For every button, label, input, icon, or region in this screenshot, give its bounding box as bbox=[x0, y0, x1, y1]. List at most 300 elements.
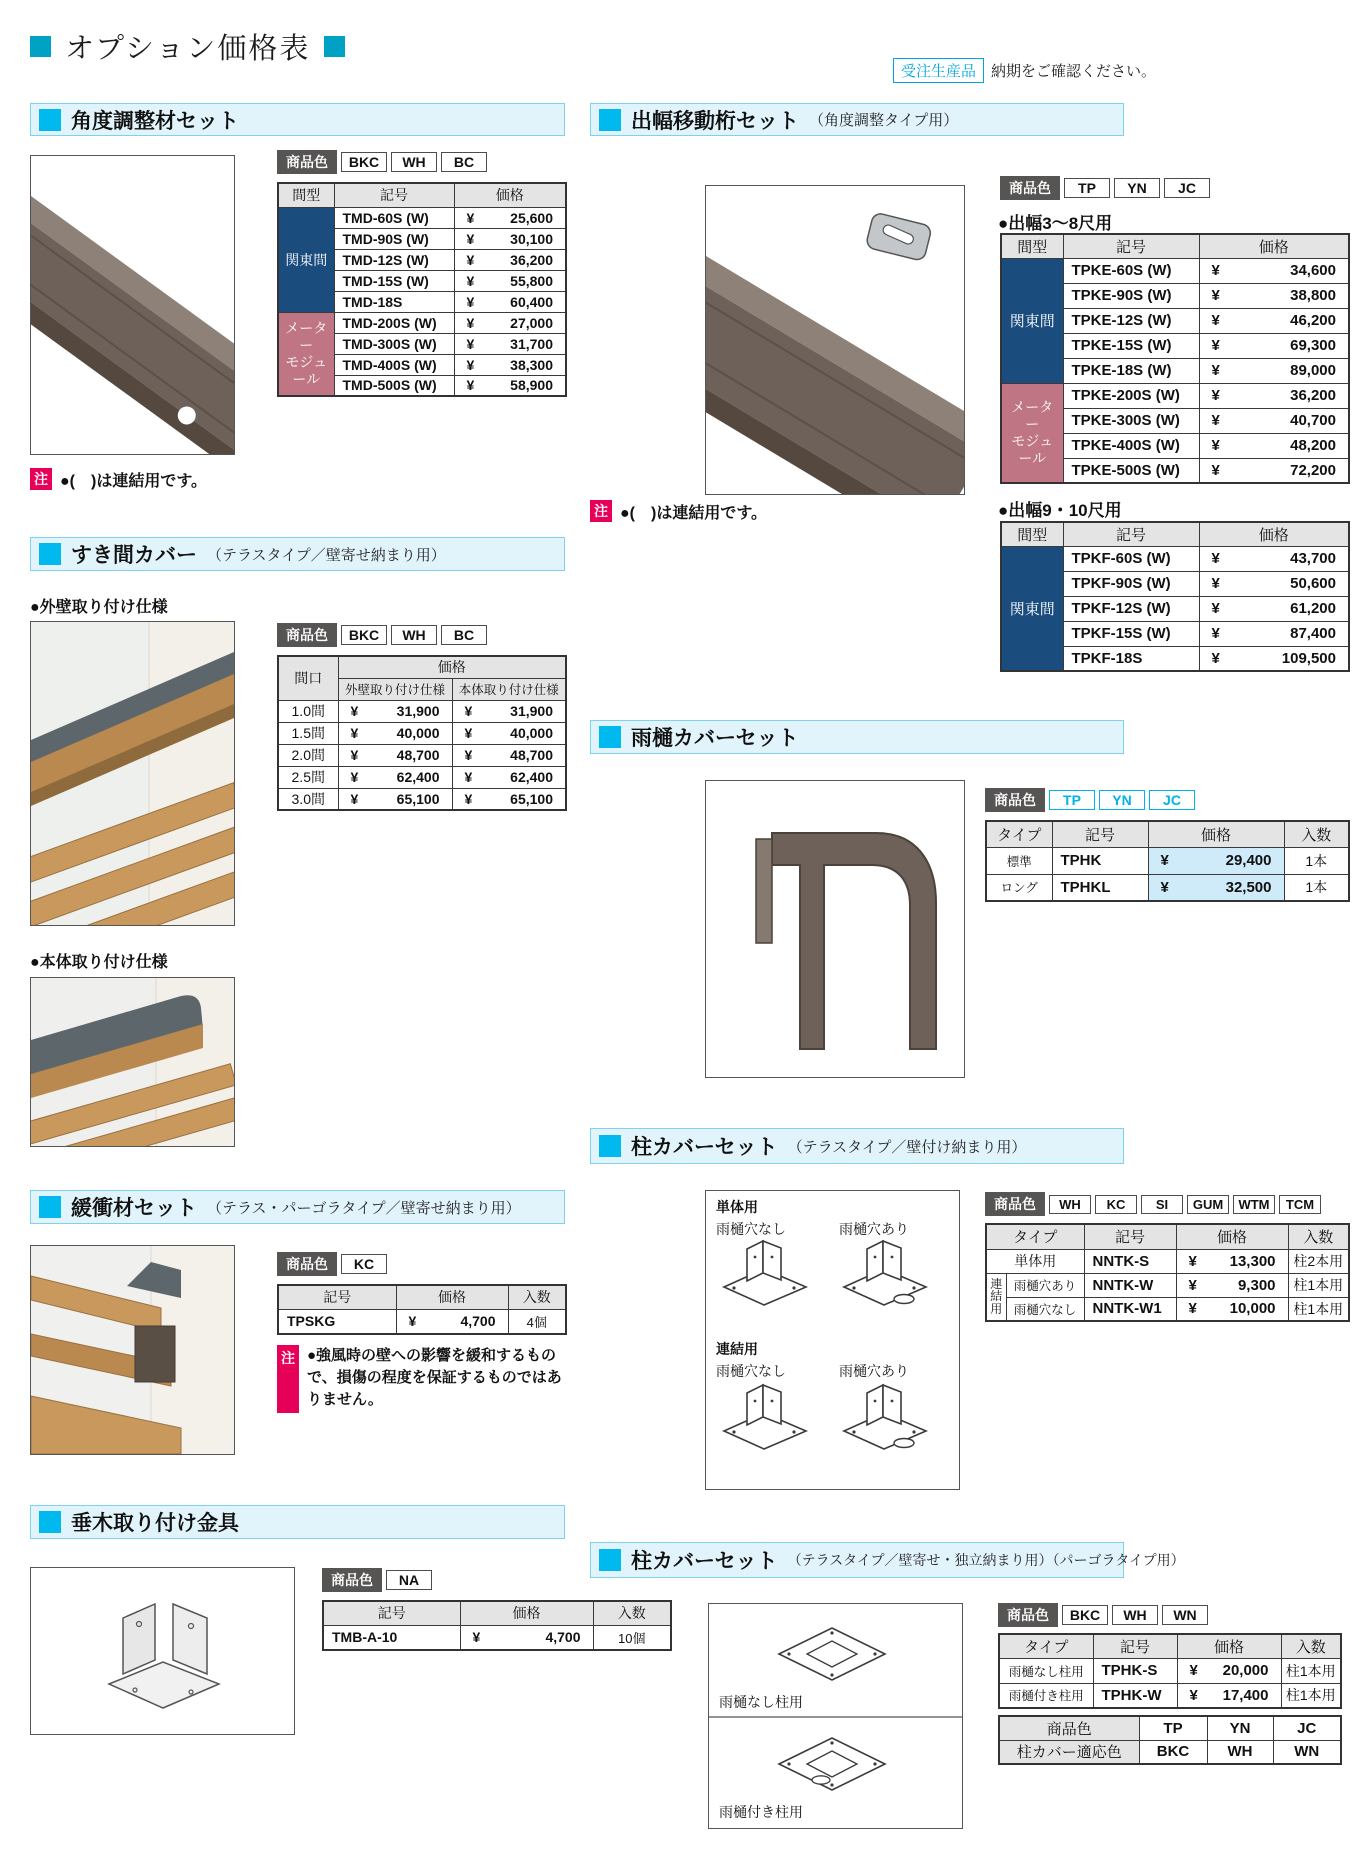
price-value: 10,000 bbox=[1229, 1300, 1276, 1318]
diagram-label: 雨樋なし柱用 bbox=[719, 1694, 803, 1710]
girder-illustration bbox=[706, 186, 964, 494]
table-row bbox=[986, 1297, 1349, 1321]
group-cell: 連結用 bbox=[986, 1273, 1006, 1321]
subtable-label: ●出幅3〜8尺用 bbox=[998, 214, 1113, 233]
span-cell: 2.5間 bbox=[278, 766, 338, 788]
price-cell bbox=[338, 788, 452, 810]
price-value: 48,700 bbox=[510, 747, 553, 763]
table-header-row bbox=[986, 1224, 1349, 1249]
note bbox=[30, 468, 207, 491]
clip-part bbox=[865, 212, 932, 261]
product-color-label: 商品色 bbox=[1000, 176, 1060, 200]
section-amadoi bbox=[590, 720, 1354, 1100]
section-title: 垂木取り付け金具 bbox=[71, 1512, 239, 1535]
qty-cell: 柱1本用 bbox=[1281, 1658, 1341, 1683]
type-cell: 雨樋穴あり bbox=[1006, 1273, 1084, 1297]
diagram-label: 雨樋穴なし bbox=[716, 1221, 786, 1237]
group-cell bbox=[1001, 383, 1063, 483]
color-cell: JC bbox=[1273, 1716, 1341, 1740]
section-subtitle: （角度調整タイプ用） bbox=[809, 112, 959, 129]
price-value: 40,000 bbox=[510, 725, 553, 741]
table-row bbox=[278, 788, 566, 810]
product-color-label: 商品色 bbox=[277, 150, 337, 174]
table-row bbox=[278, 312, 566, 333]
row-header: 柱カバー適応色 bbox=[999, 1740, 1139, 1764]
section-header bbox=[590, 1128, 1124, 1164]
yen-sign: ¥ bbox=[1189, 1662, 1198, 1679]
price-value: 50,600 bbox=[1290, 575, 1336, 592]
price-cell bbox=[1199, 571, 1349, 596]
price-cell bbox=[1199, 646, 1349, 671]
price-cell bbox=[1199, 258, 1349, 283]
note-text: ●強風時の壁への影響を緩和するもので、損傷の程度を保証するものではありません。 bbox=[307, 1347, 562, 1408]
product-colors bbox=[277, 1252, 387, 1276]
color-tag: GUM bbox=[1187, 1195, 1229, 1214]
col-header: 価格 bbox=[1148, 821, 1284, 847]
table-row bbox=[986, 847, 1349, 874]
price-table bbox=[277, 655, 567, 811]
col-header: 記号 bbox=[1063, 522, 1199, 546]
price-cell bbox=[1199, 358, 1349, 383]
section-hashira-dokuritsu bbox=[590, 1542, 1354, 1872]
section-kakudo bbox=[30, 103, 565, 503]
table-header-row bbox=[1001, 234, 1349, 258]
yen-sign: ¥ bbox=[350, 725, 359, 741]
col-header: 価格 bbox=[1177, 1634, 1281, 1658]
subtable-label: ●出幅9・10尺用 bbox=[998, 501, 1122, 520]
yen-sign: ¥ bbox=[464, 769, 473, 785]
price-value: 25,600 bbox=[510, 209, 553, 226]
yen-sign: ¥ bbox=[1188, 1300, 1197, 1318]
symbol-cell: TPKE-200S (W) bbox=[1063, 383, 1199, 408]
section-header bbox=[590, 720, 1124, 754]
color-tag: BC bbox=[441, 625, 487, 645]
qty-cell: 柱1本用 bbox=[1288, 1297, 1349, 1321]
col-header: 記号 bbox=[1093, 1634, 1177, 1658]
section-title: 緩衝材セット bbox=[71, 1197, 197, 1220]
color-tag: BKC bbox=[341, 152, 387, 172]
gutter-cover-illustration bbox=[706, 781, 964, 1077]
symbol-cell: TPHK bbox=[1052, 847, 1148, 874]
fitting-illustration bbox=[31, 1568, 294, 1734]
group-cell: 関東間 bbox=[1001, 546, 1063, 671]
yen-sign: ¥ bbox=[466, 272, 475, 289]
col-header: 入数 bbox=[1284, 821, 1349, 847]
qty-cell: 柱1本用 bbox=[1288, 1273, 1349, 1297]
yen-sign: ¥ bbox=[350, 703, 359, 719]
span-cell: 1.5間 bbox=[278, 722, 338, 744]
qty-cell: 4個 bbox=[508, 1309, 566, 1334]
table-row bbox=[1001, 546, 1349, 571]
price-cell bbox=[1199, 433, 1349, 458]
body-mount-photo bbox=[31, 978, 234, 1146]
yen-sign: ¥ bbox=[466, 209, 475, 226]
price-table-3to8 bbox=[1000, 233, 1350, 484]
section-marker-icon bbox=[39, 1196, 61, 1218]
symbol-cell: TPHK-W bbox=[1093, 1683, 1177, 1708]
diagram-brackets bbox=[705, 1190, 960, 1490]
symbol-cell: TMD-60S (W) bbox=[334, 207, 454, 228]
color-tag: BC bbox=[441, 152, 487, 172]
price-value: 69,300 bbox=[1290, 337, 1336, 354]
price-value: 62,400 bbox=[510, 769, 553, 785]
color-tag: NA bbox=[386, 1570, 432, 1590]
price-value: 65,100 bbox=[396, 790, 440, 807]
col-header: 価格 bbox=[460, 1601, 593, 1625]
product-color-label: 商品色 bbox=[277, 623, 337, 647]
color-cell: WH bbox=[1207, 1740, 1273, 1764]
price-cell bbox=[1199, 308, 1349, 333]
symbol-cell: TPKF-12S (W) bbox=[1063, 596, 1199, 621]
price-value: 13,300 bbox=[1229, 1252, 1276, 1270]
symbol-cell: TPKE-300S (W) bbox=[1063, 408, 1199, 433]
table-row bbox=[278, 1309, 566, 1334]
price-cell bbox=[454, 312, 566, 333]
section-marker-icon bbox=[599, 1135, 621, 1157]
qty-cell: 柱2本用 bbox=[1288, 1249, 1349, 1273]
yen-sign: ¥ bbox=[1211, 262, 1220, 279]
price-cell bbox=[452, 766, 566, 788]
yen-sign: ¥ bbox=[1211, 461, 1220, 479]
yen-sign: ¥ bbox=[1160, 852, 1169, 869]
photo-body-mount bbox=[30, 977, 235, 1147]
qty-cell: 柱1本用 bbox=[1281, 1683, 1341, 1708]
product-image-girder bbox=[705, 185, 965, 495]
col-header: 価格 bbox=[1199, 234, 1349, 258]
price-value: 109,500 bbox=[1281, 649, 1336, 667]
price-value: 20,000 bbox=[1222, 1662, 1269, 1679]
symbol-cell: TPKE-18S (W) bbox=[1063, 358, 1199, 383]
symbol-cell: NNTK-W1 bbox=[1084, 1297, 1176, 1321]
product-colors bbox=[277, 150, 487, 174]
price-cell bbox=[1199, 596, 1349, 621]
col-header: 入数 bbox=[1288, 1224, 1349, 1249]
yen-sign: ¥ bbox=[1188, 1252, 1197, 1270]
price-cell bbox=[452, 788, 566, 810]
product-colors bbox=[322, 1568, 432, 1592]
table-header-row bbox=[986, 821, 1349, 847]
price-value: 9,300 bbox=[1237, 1276, 1276, 1294]
span-cell: 1.0間 bbox=[278, 700, 338, 722]
yen-sign: ¥ bbox=[1211, 362, 1220, 379]
section-header bbox=[590, 103, 1124, 136]
price-value: 17,400 bbox=[1222, 1686, 1269, 1704]
section-subtitle: （テラスタイプ／壁寄せ納まり用） bbox=[207, 546, 446, 564]
section-hashira-kabetsuke bbox=[590, 1128, 1354, 1508]
product-color-label: 商品色 bbox=[322, 1568, 382, 1592]
symbol-cell: TMD-400S (W) bbox=[334, 354, 454, 375]
color-cell: WN bbox=[1273, 1740, 1341, 1764]
title-square-icon bbox=[30, 36, 51, 57]
col-header: 価格 bbox=[454, 183, 566, 207]
color-tag: SI bbox=[1141, 1195, 1183, 1214]
price-cell bbox=[1148, 847, 1284, 874]
price-value: 30,100 bbox=[510, 230, 553, 247]
yen-sign: ¥ bbox=[1211, 437, 1220, 454]
col-header: 間型 bbox=[278, 183, 334, 207]
price-value: 43,700 bbox=[1290, 550, 1336, 567]
photo-wall-mount bbox=[30, 621, 235, 926]
price-value: 27,000 bbox=[510, 314, 553, 331]
price-value: 38,300 bbox=[510, 356, 553, 373]
color-tag: WH bbox=[1049, 1195, 1091, 1214]
symbol-cell: TMD-15S (W) bbox=[334, 270, 454, 291]
product-image-gutter-cover bbox=[705, 780, 965, 1078]
col-header: 間口 bbox=[278, 656, 338, 700]
color-tag: WH bbox=[1112, 1605, 1158, 1625]
product-image-beam bbox=[30, 155, 235, 455]
yen-sign: ¥ bbox=[1188, 1276, 1197, 1294]
yen-sign: ¥ bbox=[466, 230, 475, 247]
price-table bbox=[985, 820, 1350, 902]
buffer-photo bbox=[31, 1246, 234, 1454]
color-tag: YN bbox=[1114, 178, 1160, 198]
table-row bbox=[999, 1658, 1341, 1683]
section-kansho bbox=[30, 1190, 565, 1470]
price-value: 32,500 bbox=[1225, 878, 1272, 896]
col-header: 記号 bbox=[334, 183, 454, 207]
table-row bbox=[278, 722, 566, 744]
section-subtitle: （テラスタイプ／壁寄せ・独立納まり用）（パーゴラタイプ用） bbox=[787, 1552, 1185, 1568]
price-cell bbox=[452, 700, 566, 722]
group-cell: 関東間 bbox=[278, 207, 334, 312]
col-header: 本体取り付け仕様 bbox=[452, 678, 566, 700]
col-header: 記号 bbox=[1052, 821, 1148, 847]
price-value: 36,200 bbox=[510, 251, 553, 268]
yen-sign: ¥ bbox=[472, 1629, 481, 1646]
photo-buffer bbox=[30, 1245, 235, 1455]
group-cell: 関東間 bbox=[1001, 258, 1063, 383]
price-value: 40,000 bbox=[396, 725, 440, 741]
color-cell: YN bbox=[1207, 1716, 1273, 1740]
yen-sign: ¥ bbox=[464, 725, 473, 741]
price-value: 38,800 bbox=[1290, 287, 1336, 304]
product-colors bbox=[985, 1192, 1321, 1216]
table-row bbox=[999, 1683, 1341, 1708]
section-title: 柱カバーセット bbox=[631, 1136, 778, 1159]
yen-sign: ¥ bbox=[350, 769, 359, 785]
price-cell bbox=[1177, 1658, 1281, 1683]
price-value: 34,600 bbox=[1290, 262, 1336, 279]
page-title: オプション価格表 bbox=[65, 33, 311, 65]
section-taruki bbox=[30, 1505, 670, 1765]
group-line: モジュール bbox=[1011, 432, 1054, 466]
price-cell bbox=[460, 1625, 593, 1650]
color-cell: BKC bbox=[1139, 1740, 1207, 1764]
yen-sign: ¥ bbox=[1160, 878, 1169, 896]
yen-sign: ¥ bbox=[466, 314, 475, 331]
price-cell bbox=[1199, 283, 1349, 308]
color-tag: WTM bbox=[1233, 1195, 1275, 1214]
yen-sign: ¥ bbox=[1211, 649, 1220, 667]
product-color-label: 商品色 bbox=[277, 1252, 337, 1276]
table-row bbox=[986, 1249, 1349, 1273]
price-cell bbox=[338, 722, 452, 744]
table-row bbox=[986, 1273, 1349, 1297]
section-header bbox=[30, 103, 565, 136]
price-value: 4,700 bbox=[460, 1313, 496, 1330]
col-header: タイプ bbox=[986, 1224, 1084, 1249]
price-table-9to10 bbox=[1000, 521, 1350, 672]
section-header bbox=[30, 537, 565, 571]
col-header: 記号 bbox=[323, 1601, 460, 1625]
note-text: ●( )は連結用です。 bbox=[60, 473, 208, 490]
color-tag: TP bbox=[1049, 790, 1095, 810]
price-value: 46,200 bbox=[1290, 312, 1336, 329]
section-title: 出幅移動桁セット bbox=[631, 109, 799, 133]
section-title: すき間カバー bbox=[71, 544, 197, 567]
price-value: 89,000 bbox=[1290, 362, 1336, 379]
beam-illustration bbox=[31, 156, 234, 454]
price-value: 61,200 bbox=[1290, 600, 1336, 617]
table-row bbox=[986, 874, 1349, 901]
color-tag: YN bbox=[1099, 790, 1145, 810]
qty-cell: 1本 bbox=[1284, 874, 1349, 901]
price-cell bbox=[1176, 1297, 1288, 1321]
yen-sign: ¥ bbox=[350, 790, 359, 807]
section-marker-icon bbox=[39, 109, 61, 131]
table-row bbox=[278, 744, 566, 766]
price-cell bbox=[338, 766, 452, 788]
section-marker-icon bbox=[39, 543, 61, 565]
row-header: 商品色 bbox=[999, 1716, 1139, 1740]
section-header bbox=[30, 1505, 565, 1539]
table-header-row bbox=[999, 1634, 1341, 1658]
yen-sign: ¥ bbox=[464, 790, 473, 807]
type-cell: 標準 bbox=[986, 847, 1052, 874]
col-header: 入数 bbox=[508, 1285, 566, 1309]
price-value: 55,800 bbox=[510, 272, 553, 289]
yen-sign: ¥ bbox=[1211, 337, 1220, 354]
price-cell bbox=[1176, 1273, 1288, 1297]
price-value: 87,400 bbox=[1290, 625, 1336, 642]
price-cell bbox=[454, 375, 566, 396]
diagram-fitting bbox=[30, 1567, 295, 1735]
price-cell bbox=[1199, 383, 1349, 408]
diagram-label: 雨樋穴あり bbox=[839, 1363, 909, 1379]
diagram-plates bbox=[708, 1603, 963, 1829]
order-note-row bbox=[893, 58, 1156, 83]
price-value: 72,200 bbox=[1290, 461, 1336, 479]
diagram-label: 単体用 bbox=[716, 1199, 758, 1215]
section-marker-icon bbox=[39, 1511, 61, 1533]
price-cell bbox=[1199, 621, 1349, 646]
price-cell bbox=[454, 249, 566, 270]
price-value: 48,700 bbox=[396, 747, 440, 763]
span-cell: 2.0間 bbox=[278, 744, 338, 766]
note-badge: 注 bbox=[277, 1345, 299, 1413]
table-header-row bbox=[278, 656, 566, 678]
yen-sign: ¥ bbox=[1189, 1686, 1198, 1704]
col-header: 間型 bbox=[1001, 522, 1063, 546]
symbol-cell: NNTK-S bbox=[1084, 1249, 1176, 1273]
product-color-label: 商品色 bbox=[985, 788, 1045, 812]
section-header bbox=[590, 1542, 1185, 1578]
price-cell bbox=[338, 744, 452, 766]
yen-sign: ¥ bbox=[464, 703, 473, 719]
col-header: 入数 bbox=[1281, 1634, 1341, 1658]
symbol-cell: TMD-12S (W) bbox=[334, 249, 454, 270]
product-colors bbox=[277, 623, 487, 647]
price-cell bbox=[454, 291, 566, 312]
col-header: 外壁取り付け仕様 bbox=[338, 678, 452, 700]
price-cell bbox=[1148, 874, 1284, 901]
note-badge: 注 bbox=[590, 500, 612, 522]
table-row bbox=[278, 700, 566, 722]
price-value: 4,700 bbox=[545, 1629, 581, 1646]
price-value: 36,200 bbox=[1290, 387, 1336, 404]
table-row bbox=[278, 766, 566, 788]
section-marker-icon bbox=[599, 726, 621, 748]
symbol-cell: TPKE-500S (W) bbox=[1063, 458, 1199, 483]
note bbox=[590, 500, 767, 523]
table-row bbox=[999, 1716, 1341, 1740]
note bbox=[277, 1345, 569, 1413]
price-value: 29,400 bbox=[1225, 852, 1272, 869]
table-header-row bbox=[278, 1285, 566, 1309]
diagram-label: 連結用 bbox=[716, 1341, 758, 1357]
made-to-order-badge: 受注生産品 bbox=[893, 58, 984, 83]
color-tag: TP bbox=[1064, 178, 1110, 198]
price-cell bbox=[396, 1309, 508, 1334]
color-tag: TCM bbox=[1279, 1195, 1321, 1214]
yen-sign: ¥ bbox=[350, 747, 359, 763]
color-match-table bbox=[998, 1715, 1342, 1765]
price-cell bbox=[454, 228, 566, 249]
color-tag: WN bbox=[1162, 1605, 1208, 1625]
yen-sign: ¥ bbox=[1211, 625, 1220, 642]
yen-sign: ¥ bbox=[464, 747, 473, 763]
type-cell: 雨樋穴なし bbox=[1006, 1297, 1084, 1321]
page-title-row bbox=[30, 26, 345, 67]
yen-sign: ¥ bbox=[1211, 550, 1220, 567]
section-subtitle: （テラス・パーゴラタイプ／壁寄せ納まり用） bbox=[207, 1199, 521, 1217]
table-row bbox=[1001, 383, 1349, 408]
section-title: 柱カバーセット bbox=[631, 1550, 778, 1573]
symbol-cell: TMD-500S (W) bbox=[334, 375, 454, 396]
yen-sign: ¥ bbox=[466, 293, 475, 310]
yen-sign: ¥ bbox=[466, 335, 475, 352]
section-title: 雨樋カバーセット bbox=[631, 727, 799, 750]
type-cell: ロング bbox=[986, 874, 1052, 901]
yen-sign: ¥ bbox=[1211, 312, 1220, 329]
price-cell bbox=[454, 207, 566, 228]
price-value: 58,900 bbox=[510, 377, 553, 394]
qty-cell: 1本 bbox=[1284, 847, 1349, 874]
price-cell bbox=[1176, 1249, 1288, 1273]
col-header: 記号 bbox=[278, 1285, 396, 1309]
col-header: 記号 bbox=[1084, 1224, 1176, 1249]
type-cell: 雨樋付き柱用 bbox=[999, 1683, 1093, 1708]
col-header: 価格 bbox=[338, 656, 566, 678]
product-colors bbox=[998, 1603, 1208, 1627]
symbol-cell: TPKF-18S bbox=[1063, 646, 1199, 671]
type-cell: 単体用 bbox=[986, 1249, 1084, 1273]
symbol-cell: TPKF-90S (W) bbox=[1063, 571, 1199, 596]
price-cell bbox=[1199, 408, 1349, 433]
color-cell: TP bbox=[1139, 1716, 1207, 1740]
price-value: 60,400 bbox=[510, 293, 553, 310]
price-cell bbox=[338, 700, 452, 722]
col-header: 記号 bbox=[1063, 234, 1199, 258]
price-cell bbox=[454, 354, 566, 375]
table-header-row bbox=[1001, 522, 1349, 546]
section-header bbox=[30, 1190, 565, 1224]
yen-sign: ¥ bbox=[1211, 600, 1220, 617]
symbol-cell: TPHK-S bbox=[1093, 1658, 1177, 1683]
symbol-cell: TPKE-90S (W) bbox=[1063, 283, 1199, 308]
symbol-cell: TPKE-400S (W) bbox=[1063, 433, 1199, 458]
